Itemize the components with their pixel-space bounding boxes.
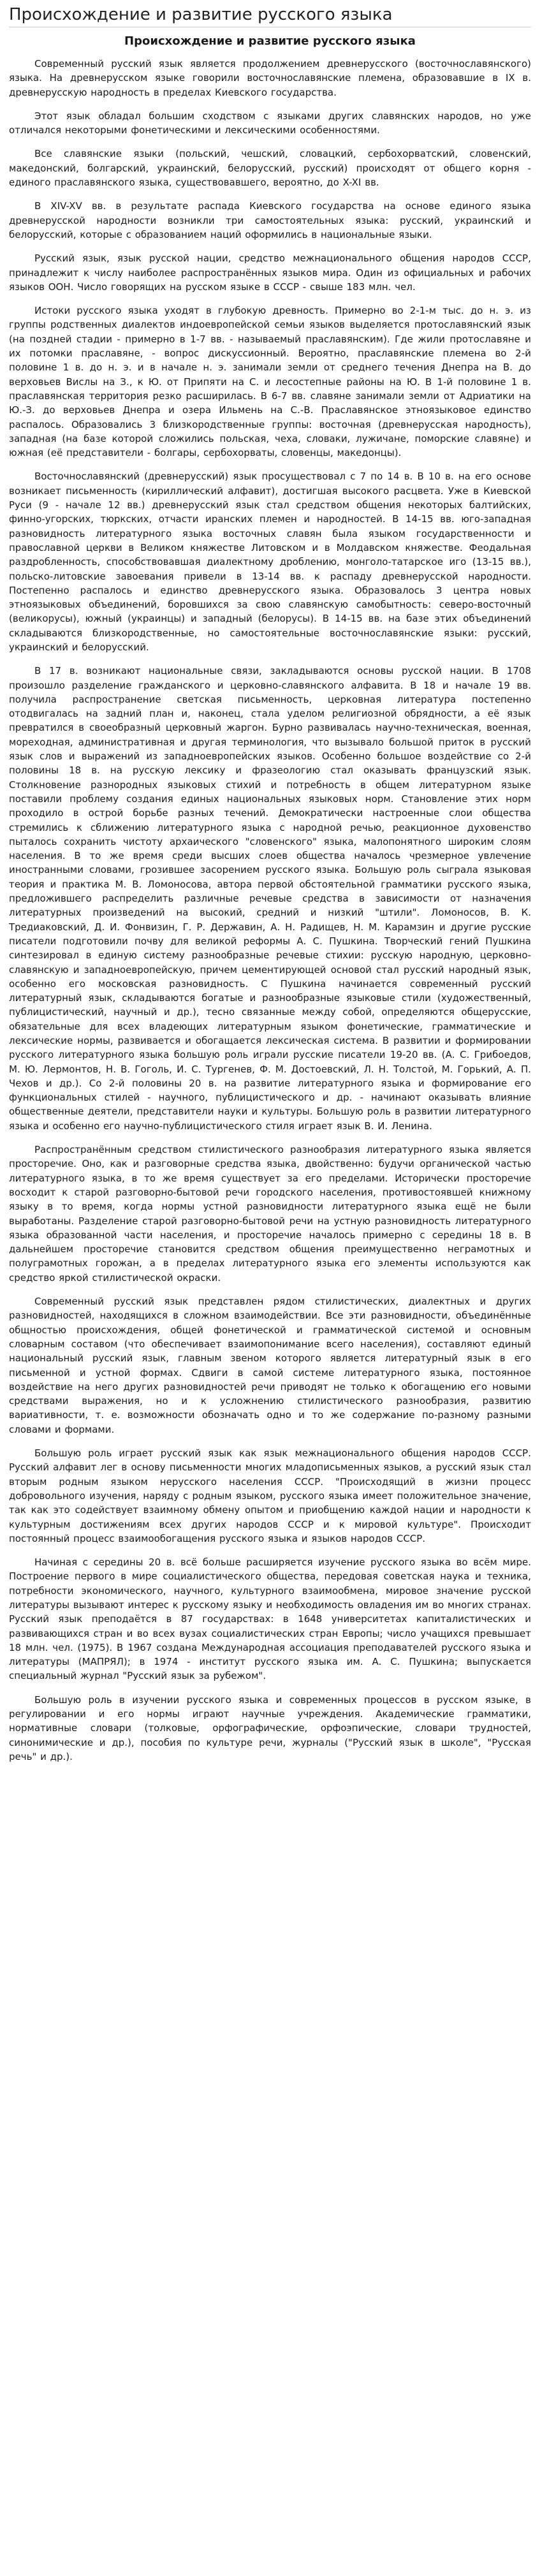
paragraph-10: Современный русский язык представлен рядом стилистических, диалектных и других разновидностей, находящихся в сложном взаимодействии. Все эти разновидности, объединённые общностью происхождения, общей фонетической и грамматической системой и основным словарным составом (что обеспечивает взаимопонимание всего населения), составляют единый национальный русский язык, главным звеном которого является литературный язык в его письменной и устной формах. Сдвиги в самой системе литературного языка, постоянное воздействие на него других разновидностей речи приводят не только к обогащению его новыми средствами выражения, но и к усложнению стилистического разнообразия, развитию вариативности, т. е. возможности обозначать одно и то же содержание по-разному разными словами и формами. — [9, 1296, 531, 1435]
paragraph-12: Начиная с середины 20 в. всё больше расширяется изучение русского языка во всём мире. Построение первого в мире социалистического общества, передовая советская наука и техника, потребности экономического, научного, культурного взаимообмена, мировое значение русской литературы вызывают интерес к русскому языку и необходимость овладения им во многих странах. Русский язык преподаётся в 87 государствах: в 1648 университетах капиталистических и развивающихся стран и во всех вузах социалистических стран Европы; число учащихся превышает 18 млн. чел. (1975). В 1967 создана Международная ассоциация преподавателей русского языка и литературы (МАПРЯЛ); в 1974 - институт русского языка им. А. С. Пушкина; выпускается специальный журнал "Русский язык за рубежом". — [9, 1556, 531, 1682]
paragraph-9: Распространённым средством стилистического разнообразия литературного языка является просторечие. Оно, как и разговорные средства языка, двойственно: будучи органической частью литературного языка, в то же время существует за его пределами. Исторически просторечие восходит к старой разговорно-бытовой речи городского населения, противостоявшей книжному языку в то время, когда нормы устной разновидности литературного языка ещё не были выработаны. Разделение старой разговорно-бытовой речи на устную разновидность литературного языка образованной части населения, и просторечие началось примерно с середины 18 в. В дальнейшем просторечие становится средством общения преимущественно неграмотных и полуграмотных горожан, а в пределах литературного языка его элементы используются как средство яркой стилистической окраски. — [9, 1144, 531, 1284]
paragraph-7: Восточнославянский (древнерусский) язык просуществовал с 7 по 14 в. В 10 в. на его основе возникает письменность (кириллический алфавит), достигшая высокого расцвета. Уже в Киевской Руси (9 - начале 12 вв.) древнерусский язык стал средством общения некоторых балтийских, финно-угорских, тюркских, отчасти иранских племен и народностей. В 14-15 вв. юго-западная разновидность литературного языка восточных славян была языком государственности и православной церкви в Великом княжестве Литовском и в Молдавском княжестве. Феодальная раздробленность, способствовавшая диалектному дроблению, монголо-татарское иго (13-15 вв.), польско-литовские завоевания привели в 13-14 вв. к распаду древнерусской народности. Постепенно распалось и единство древнерусского языка. Образовалось 3 центра новых этноязыковых объединений, боровшихся за свою славянскую самобытность: северо-восточный (великорусы), южный (украинцы) и западный (белорусы). В 14-15 вв. на базе этих объединений складываются близкородственные, но самостоятельные восточнославянские языки: русский, украинский и белорусский. — [9, 471, 531, 653]
paragraph-13: Большую роль в изучении русского языка и современных процессов в русском языке, в регулировании и его нормы играют научные учреждения. Академические грамматики, нормативные словари (толковые, орфографические, орфоэпические, словари трудностей, синонимические и др.), пособия по культуре речи, журналы ("Русский язык в школе", "Русская речь" и др.). — [9, 1694, 531, 1762]
page-title: Происхождение и развитие русского языка — [9, 4, 531, 27]
paragraph-11: Большую роль играет русский язык как язык межнационального общения народов СССР. Русский алфавит лег в основу письменности многих младописьменных языков, а русский язык стал вторым родным языком нерусского населения СССР. "Происходящий в жизни процесс добровольного изучения, наряду с родным языком, русского языка имеет положительное значение, так как это содействует взаимному обмену опытом и приобщению каждой нации и народности к культурным достижениям всех других народов СССР и к мировой культуре". Происходит постоянный процесс взаимообогащения русского языка и языков народов СССР. — [9, 1447, 531, 1544]
paragraph-6: Истоки русского языка уходят в глубокую древность. Примерно во 2-1-м тыс. до н. э. из группы родственных диалектов индоевропейской семьи языков выделяется протославянский язык (на поздней стадии - примерно в 1-7 вв. - называемый праславянским). Где жили протославяне и их потомки праславяне, - вопрос дискуссионный. Вероятно, праславянские племена во 2-й половине 1 в. до н. э. и в начале н. э. занимали земли от среднего течения Днепра на В. до верховьев Вислы на З., к Ю. от Припяти на С. и лесостепные районы на Ю. В 1-й половине 1 в. праславянская территория резко расширилась. В 6-7 вв. славяне занимали земли от Адриатики на Ю.-З. до верховьев Днепра и озера Ильмень на С.-В. Праславянское этноязыковое единство распалось. Образовались 3 близкородственные группы: восточная (древнерусская народность), западная (на базе которой сложились польская, чеха, словаки, лужичане, поморские славяне) и южная (её представители - болгары, сербохорваты, словенцы, македонцы). — [9, 305, 531, 459]
paragraph-2: Этот язык обладал большим сходством с языками других славянских народов, но уже отличался некоторыми фонетическими и лексическими особенностями. — [9, 110, 531, 136]
paragraph-5: Русский язык, язык русской нации, средство межнационального общения народов СССР, принадлежит к числу наиболее распространённых языков мира. Один из официальных и рабочих языков ООН. Число говорящих на русском языке в СССР - свыше 183 млн. чел. — [9, 252, 531, 293]
article-heading: Происхождение и развитие русского языка — [124, 34, 416, 48]
paragraph-8: В 17 в. возникают национальные связи, закладываются основы русской нации. В 1708 произошло разделение гражданского и церковно-славянского алфавита. В 18 и начале 19 вв. получила распространение светская письменность, церковная литература постепенно отодвигалась на задний план и, наконец, стала уделом религиозной обрядности, а её язык превратился в своеобразный церковный жаргон. Бурно развивалась научно-техническая, военная, мореходная, административная и другая терминология, что вызывало большой приток в русский язык слов и выражений из западноевропейских языков. Особенно большое воздействие со 2-й половины 18 в. на русскую лексику и фразеологию стал оказывать французский язык. Столкновение разнородных языковых стихий и потребность в общем литературном языке поставили проблему создания единых национальных языковых норм. Становление этих норм проходило в острой борьбе разных течений. Демократически настроенные слои общества стремились к сближению литературного языка с народной речью, реакционное духовенство пыталось сохранить чистоту архаического "словенского" языка, малопонятного широким слоям населения. В то же время среди высших слоев общества началось чрезмерное увлечение иностранными словами, грозившее засорением русского языка. Большую роль сыграла языковая теория и практика М. В. Ломоносова, автора первой обстоятельной грамматики русского языка, предложившего распределить различные речевые средства в зависимости от назначения литературных произведений на высокий, средний и низкий "штили". Ломоносов, В. К. Тредиаковский, Д. И. Фонвизин, Г. Р. Державин, А. Н. Радищев, Н. М. Карамзин и другие русские писатели подготовили почву для великой реформы А. С. Пушкина. Творческий гений Пушкина синтезировал в единую систему разнообразные речевые стихии: русскую народную, церковно-славянскую и западноевропейскую, причем цементирующей основой стал русский народный язык, особенно его московская разновидность. С Пушкина начинается современный русский литературный язык, складываются богатые и разнообразные языковые стили (художественный, публицистический, научный и др.), тесно связанные между собой, определяются общерусские, обязательные для всех владеющих литературным языком фонетические, грамматические и лексические нормы, развивается и обогащается лексическая система. В развитии и формировании русского литературного языка большую роль играли русские писатели 19-20 вв. (А. С. Грибоедов, М. Ю. Лермонтов, Н. В. Гоголь, И. С. Тургенев, Ф. М. Достоевский, Л. Н. Толстой, М. Горький, А. П. Чехов и др.). Со 2-й половины 20 в. на развитие литературного языка и формирование его функциональных стилей - научного, публицистического и др. - начинают оказывать влияние общественные деятели, представители науки и культуры. Большую роль в развитии литературного языка и особенно его научно-публицистического стиля играет язык В. И. Ленина. — [9, 665, 531, 1132]
paragraph-4: В XIV-XV вв. в результате распада Киевского государства на основе единого языка древнерусской народности возникли три самостоятельных языка: русский, украинский и белорусский, которые с образованием наций оформились в национальные языки. — [9, 200, 531, 240]
paragraph-1: Современный русский язык является продолжением древнерусского (восточнославянского) языка. На древнерусском языке говорили восточнославянские племена, образовавшие в IX в. древнерусскую народность в пределах Киевского государства. — [9, 58, 531, 98]
paragraph-3: Все славянские языки (польский, чешский, словацкий, сербохорватский, словенский, македонский, болгарский, украинский, белорусский, русский) происходят от общего корня - единого праславянского языка, существовавшего, вероятно, до X-XI вв. — [9, 148, 531, 189]
